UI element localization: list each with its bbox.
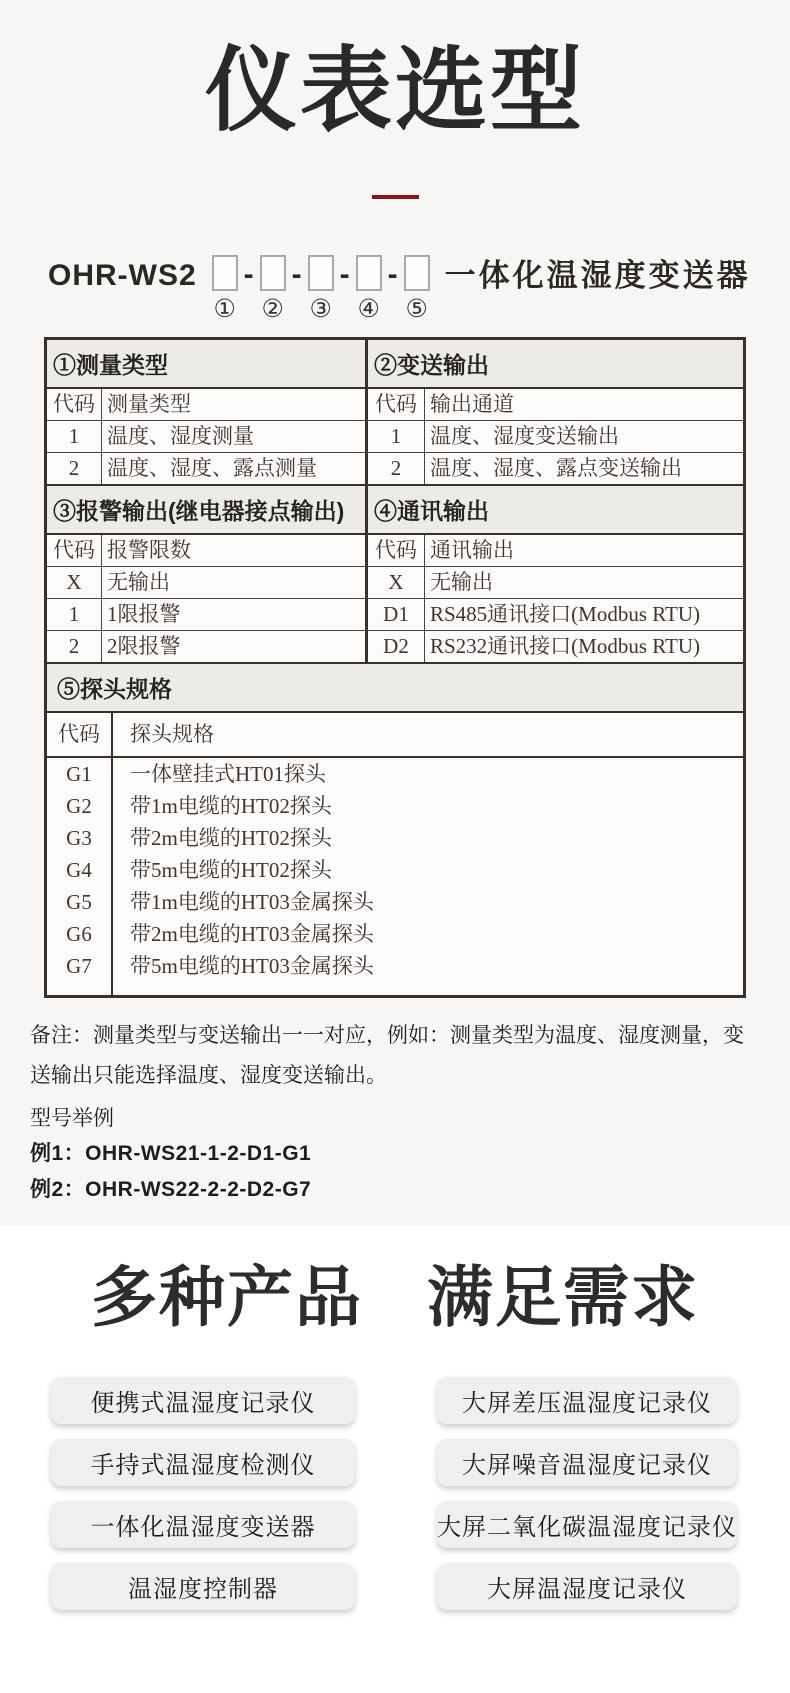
section-5-header: ⑤探头规格 bbox=[47, 662, 743, 713]
model-box-2 bbox=[260, 255, 286, 291]
s2-col-desc-header: 输出通道 bbox=[430, 392, 514, 417]
s5-row2-code: G2 bbox=[47, 790, 113, 822]
product-button-bigscreen-co2-recorder[interactable]: 大屏二氧化碳温湿度记录仪 bbox=[437, 1501, 737, 1548]
s2-row1-code: 1 bbox=[368, 420, 425, 452]
s2-row2-code: 2 bbox=[368, 452, 425, 484]
remark-text: 备注：测量类型与变送输出一一对应，例如：测量类型为温度、湿度测量，变送输出只能选择温度、湿度变送输出。 bbox=[30, 1024, 744, 1088]
position-number-4: ④ bbox=[357, 295, 380, 324]
s3-col-code-header: 代码 bbox=[47, 535, 102, 566]
s5-row1-desc: 一体壁挂式HT01探头 bbox=[130, 762, 326, 787]
s5-row7-desc: 带5m电缆的HT03金属探头 bbox=[130, 954, 374, 979]
model-box-3 bbox=[308, 255, 334, 291]
s4-row2-desc: RS485通讯接口(Modbus RTU) bbox=[425, 598, 743, 630]
page-title: 仪表选型 bbox=[204, 40, 585, 142]
s4-col-code-header: 代码 bbox=[368, 535, 425, 566]
s2-row2-desc: 温度、湿度、露点变送输出 bbox=[425, 452, 743, 484]
product-button-handheld-detector[interactable]: 手持式温湿度检测仪 bbox=[51, 1439, 355, 1486]
s5-row6-code: G6 bbox=[47, 918, 113, 950]
example-1: 例1：OHR-WS21-1-2-D1-G1 bbox=[30, 1142, 312, 1166]
section-3-header: ③报警输出(继电器接点输出) bbox=[47, 484, 368, 535]
s4-row3-code: D2 bbox=[368, 630, 425, 662]
s3-row3-code: 2 bbox=[47, 630, 102, 662]
model-slot-5 bbox=[404, 255, 430, 323]
notes-block bbox=[30, 1016, 762, 1208]
example-2: 例2：OHR-WS22-2-2-D2-G7 bbox=[30, 1178, 312, 1202]
s3-col-desc-header: 报警限数 bbox=[102, 535, 368, 566]
model-slot-2 bbox=[260, 255, 286, 323]
section-5-grid bbox=[47, 713, 743, 995]
s3-row2-desc: 1限报警 bbox=[102, 598, 368, 630]
s3-row3-desc: 2限报警 bbox=[102, 630, 368, 662]
model-box-1 bbox=[212, 255, 238, 291]
model-prefix: OHR-WS2 bbox=[48, 259, 197, 293]
s5-row6-desc: 带2m电缆的HT03金属探头 bbox=[130, 922, 374, 947]
s1-row1-desc: 温度、湿度测量 bbox=[102, 420, 368, 452]
model-slot-3 bbox=[308, 255, 334, 323]
s4-row2-code: D1 bbox=[368, 598, 425, 630]
product-button-bigscreen-recorder[interactable]: 大屏温湿度记录仪 bbox=[437, 1563, 737, 1610]
section-4-header: ④通讯输出 bbox=[368, 484, 743, 535]
model-box-5 bbox=[404, 255, 430, 291]
s5-row2-desc: 带1m电缆的HT02探头 bbox=[130, 794, 332, 819]
title-divider bbox=[372, 195, 419, 199]
position-number-3: ③ bbox=[309, 295, 332, 324]
model-slot-4 bbox=[356, 255, 382, 323]
s5-row4-code: G4 bbox=[47, 854, 113, 886]
position-number-5: ⑤ bbox=[405, 295, 428, 324]
s4-row3-desc: RS232通讯接口(Modbus RTU) bbox=[425, 630, 743, 662]
s5-col-desc-header: 探头规格 bbox=[113, 713, 743, 758]
s3-row2-code: 1 bbox=[47, 598, 102, 630]
s3-row1-code: X bbox=[47, 566, 102, 598]
s5-row5-code: G5 bbox=[47, 886, 113, 918]
section-2-header: ②变送输出 bbox=[368, 340, 743, 389]
model-suffix: 一体化温湿度变送器 bbox=[444, 258, 751, 294]
model-dash: - bbox=[339, 258, 350, 292]
s1-col-code-header: 代码 bbox=[47, 389, 102, 420]
product-button-bigscreen-noise-recorder[interactable]: 大屏噪音温湿度记录仪 bbox=[437, 1439, 737, 1486]
s5-row1-code: G1 bbox=[47, 758, 113, 790]
s5-row5-desc: 带1m电缆的HT03金属探头 bbox=[130, 890, 374, 915]
position-number-1: ① bbox=[213, 295, 236, 324]
products-heading bbox=[0, 1225, 790, 1332]
s4-col-desc-header: 通讯输出 bbox=[430, 538, 514, 563]
s5-row3-desc: 带2m电缆的HT02探头 bbox=[130, 826, 332, 851]
example-heading: 型号举例 bbox=[30, 1107, 114, 1131]
model-dash: - bbox=[387, 258, 398, 292]
s4-row1-code: X bbox=[368, 566, 425, 598]
product-button-bigscreen-diff-pressure-recorder[interactable]: 大屏差压温湿度记录仪 bbox=[437, 1377, 737, 1424]
products-heading-left: 多种产品 bbox=[91, 1260, 363, 1334]
s2-col-code-header: 代码 bbox=[368, 389, 425, 420]
s5-row7-code: G7 bbox=[47, 950, 113, 982]
product-button-portable-recorder[interactable]: 便携式温湿度记录仪 bbox=[51, 1377, 355, 1424]
s1-row2-desc: 温度、湿度、露点测量 bbox=[102, 452, 368, 484]
model-box-4 bbox=[356, 255, 382, 291]
model-code-line bbox=[48, 255, 790, 323]
s1-col-desc-header: 测量类型 bbox=[102, 389, 368, 420]
s5-row4-desc: 带5m电缆的HT02探头 bbox=[130, 858, 332, 883]
model-dash: - bbox=[291, 258, 302, 292]
s1-row2-code: 2 bbox=[47, 452, 102, 484]
products-section bbox=[0, 1225, 790, 1693]
model-dash: - bbox=[243, 258, 254, 292]
section-1-header: ①测量类型 bbox=[47, 340, 368, 389]
s3-row1-desc: 无输出 bbox=[102, 566, 368, 598]
model-selection-table bbox=[44, 337, 746, 998]
product-button-integrated-transmitter[interactable]: 一体化温湿度变送器 bbox=[51, 1501, 355, 1548]
s5-col-code-header: 代码 bbox=[47, 713, 113, 758]
position-number-2: ② bbox=[261, 295, 284, 324]
s5-row3-code: G3 bbox=[47, 822, 113, 854]
s2-row1-desc: 温度、湿度变送输出 bbox=[425, 420, 743, 452]
s4-row1-desc: 无输出 bbox=[425, 566, 743, 598]
s5-spacer bbox=[47, 982, 113, 995]
product-buttons bbox=[51, 1377, 737, 1610]
products-heading-right: 满足需求 bbox=[427, 1260, 699, 1334]
product-button-humidity-controller[interactable]: 温湿度控制器 bbox=[51, 1563, 355, 1610]
s1-row1-code: 1 bbox=[47, 420, 102, 452]
s5-spacer bbox=[113, 982, 743, 995]
model-slot-1 bbox=[212, 255, 238, 323]
sections-1-to-4-grid bbox=[47, 340, 743, 662]
